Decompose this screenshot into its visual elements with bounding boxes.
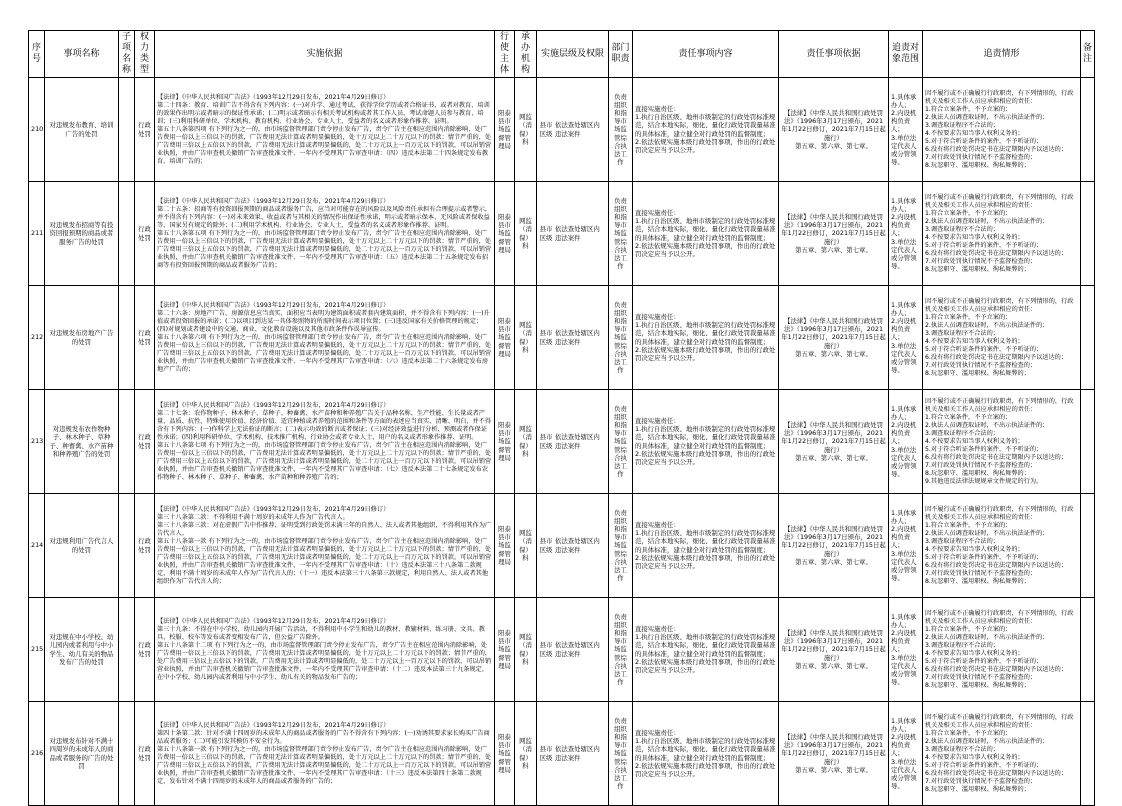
cell-level-scope — [537, 182, 609, 286]
cell-name: 对违规在中小学校、幼儿园内或者利用与中小学生、幼儿有关的物品发布广告的处罚 — [45, 598, 119, 702]
cell-cbasis — [779, 494, 889, 598]
header-situations: 追责情形 — [923, 31, 1081, 78]
text-line: 3.调查取证程序不合法的； — [925, 225, 999, 233]
text-line: 3.调查取证程序不合法的； — [925, 641, 999, 649]
header-basis: 实施依据 — [155, 31, 495, 78]
cell-no: 213 — [29, 390, 45, 494]
cell-level-scope — [537, 702, 609, 806]
cell-target — [889, 494, 923, 598]
text-line: 2.依法依规实施本级行政处罚事项，作出的行政处罚决定应当予以公开。 — [635, 137, 776, 154]
cell-subject: 阳泰县市场监督管理局 — [495, 286, 515, 390]
text-line: 5.对于符合听证条件的案件，不予听证的； — [925, 241, 1043, 249]
cell-sub — [119, 182, 135, 286]
text-line: 直接实施责任： — [635, 624, 680, 633]
text-line: 因不履行或不正确履行行政职责，有下列情形的，行政机关及相关工作人员应承担相应的责任： — [925, 89, 1074, 105]
cell-sub — [119, 390, 135, 494]
cell-org: 网监（消保）科 — [515, 702, 537, 806]
cell-name: 对违规发布房地产广告的处罚 — [45, 286, 119, 390]
header-note: 备注 — [1081, 31, 1095, 78]
text-line: 9.其他违反法律法规规章文件规定的行为。 — [925, 477, 1043, 485]
text-line: 2.依法依规实施本级行政处罚事项，作出的行政处罚决定应当予以公开。 — [635, 241, 776, 258]
table-header-row — [29, 31, 1095, 78]
cell-no: 211 — [29, 182, 45, 286]
cell-scope: 依法查处辖区内违法案件 — [555, 225, 600, 242]
text-line: 8.玩忽职守、滥用职权、徇私舞弊的； — [925, 469, 1030, 477]
text-line: 【法律】《中华人民共和国行政处罚法》（1996年3月17日颁布，2021年1月22日修订，2021年7月15日起施行） — [781, 524, 886, 558]
cell-level: 县市区级 — [539, 641, 553, 658]
text-line: 3.单位法定代表人或分管领导。 — [891, 237, 917, 271]
text-line: 2.内设机构负责人； — [891, 732, 917, 758]
text-line: 2.内设机构负责人； — [891, 524, 917, 550]
cell-name: 对违规发布招商等有投资回报预期的商品或者服务广告的处罚 — [45, 182, 119, 286]
cell-target — [889, 286, 923, 390]
text-line: 1.具体承办人； — [891, 716, 917, 733]
text-line: 3.单位法定代表人或分管领导。 — [891, 757, 917, 791]
cell-scope: 依法查处辖区内违法案件 — [555, 433, 600, 450]
text-line: 第五章、第六章、第七章。 — [795, 557, 872, 566]
text-line: 第三十八条第二款：不得利用不满十周岁的未成年人作为广告代言人。 — [157, 513, 349, 521]
text-line: 1.符合立案条件，不予立案的； — [925, 413, 1012, 421]
text-line: 第五章、第六章、第七章。 — [795, 661, 872, 670]
cell-situations — [923, 286, 1081, 390]
text-line: 【法律】《中华人民共和国广告法》（1993年12月29日发布，2021年4月29日修订） — [157, 505, 390, 513]
cell-situations — [923, 390, 1081, 494]
cell-no: 210 — [29, 78, 45, 182]
text-line: 因不履行或不正确履行行政职责，有下列情形的，行政机关及相关工作人员应承担相应的责任： — [925, 609, 1074, 625]
text-line: 【法律】《中华人民共和国广告法》（1993年12月29日发布，2021年4月29日修订） — [157, 617, 390, 625]
text-line: 2.内设机构负责人； — [891, 316, 917, 342]
text-line: 1.符合立案条件，不予立案的； — [925, 313, 1012, 321]
text-line: 1.执行自治区级、地州市级制定的行政处罚标准规范，结合本地实际，细化、量化行政处罚裁量基准的具体标准，建立健全对行政处罚的监督制度； — [635, 113, 776, 138]
text-line: 第五章、第六章、第七章。 — [795, 765, 872, 774]
text-line: 第五十八条第四项 有下列行为之一的，由市场监督管理部门责令停止发布广告，责令广告主在相应范围内消除影响，处广告费用一倍以上三倍以下的罚款，广告费用无法计算或者明显偏低的，处十万元以上二十万元以下的罚款；情节严重的，处广告费用三倍以上五倍以下的罚款，广告费用无法计算或者明显偏低的，处二十万元以上一百万元以下的罚款，可以吊销营业执照，并由广告审查机关撤销广告审查批准文件、一年内不受理其广告审查申请：（四）违反本法第二十四条规定发布教育、培训广告的； — [157, 125, 492, 165]
cell-content — [633, 78, 779, 182]
header-cbasis: 责任事项依据 — [779, 31, 889, 78]
header-org: 承办机构 — [515, 31, 537, 78]
text-line: 1.执行自治区级、地州市级制定的行政处罚标准规范，结合本地实际，细化、量化行政处罚裁量基准的具体标准，建立健全对行政处罚的监督制度； — [635, 737, 776, 762]
cell-basis — [155, 286, 495, 390]
text-line: 1.符合立案条件，不予立案的； — [925, 729, 1012, 737]
cell-duty: 负责组织和指导市场监管综合执法工作 — [609, 494, 633, 598]
text-line: 4.不按要求告知当事人权利义务的； — [925, 233, 1024, 241]
text-line: 直接实施责任： — [635, 208, 680, 217]
cell-situations — [923, 598, 1081, 702]
cell-no: 212 — [29, 286, 45, 390]
text-line: 2.执法人员调查取证时，不出示执法证件的； — [925, 737, 1049, 745]
text-line: 2.执法人员调查取证时，不出示执法证件的； — [925, 113, 1049, 121]
text-line: 6.没有将行政处罚决定书在法定期限内予以送达的； — [925, 249, 1068, 257]
cell-sub — [119, 286, 135, 390]
cell-name: 对违规发布针对不满十四周岁的未成年人的商品或者服务的广告的处罚 — [45, 702, 119, 806]
cell-subject: 阳泰县市场监督管理局 — [495, 702, 515, 806]
cell-subject: 阳泰县市场监督管理局 — [495, 494, 515, 598]
cell-level: 县市区级 — [539, 433, 553, 450]
text-line: 第二十七条：农作物种子、林木种子、草种子、种畜禽、水产苗种和种养殖广告关于品种名称、生产性能、生长量或者产量、品质、抗性、特殊使用价值、经济价值、适宜种植或者养殖的范围和条件等方面的表述应当真实、清晰、明白，并不得含有下列内容：(一)作科学上无法验证的断言；(二)表示功效的断言或者保证；(三)对经济效益进行分析、预测或者作保证性承诺；(四)利用科研单位、学术机构、技术推广机构、行业协会或者专业人士、用户的名义或者形象作推荐、证明。 — [157, 409, 492, 441]
text-line: 6.没有将行政处罚决定书在法定期限内予以送达的； — [925, 145, 1068, 153]
cell-type: 行政处罚 — [135, 702, 155, 806]
text-line: 8.玩忽职守、滥用职权、徇私舞弊的； — [925, 681, 1030, 689]
header-subject: 行使主体 — [495, 31, 515, 78]
cell-level: 县市区级 — [539, 537, 553, 554]
cell-note — [1081, 286, 1095, 390]
text-line: 1.具体承办人； — [891, 612, 917, 629]
text-line: 1.符合立案条件，不予立案的； — [925, 209, 1012, 217]
cell-scope: 依法查处辖区内违法案件 — [555, 329, 600, 346]
cell-cbasis — [779, 286, 889, 390]
text-line: 2.执法人员调查取证时，不出示执法证件的； — [925, 217, 1049, 225]
text-line: 第五十八条第一款 有下列行为之一的，由市场监督管理部门责令停止发布广告，责令广告主在相应范围内消除影响，处广告费用一倍以上三倍以下的罚款，广告费用无法计算或者明显偏低的，处十万元以上二十万元以下的罚款；情节严重的，处广告费用三倍以上五倍以下的罚款，广告费用无法计算或者明显偏低的，处二十万元以上一百万元以下的罚款，可以吊销营业执照，并由广告审查机关撤销广告审查批准文件、一年内不受理其广告审查申请：（十三）违反本法第四十条第二款规定，发布针对不满十四周岁的未成年人的商品或者服务的广告的； — [157, 745, 492, 785]
cell-level-scope — [537, 78, 609, 182]
text-line: 1.执行自治区级、地州市级制定的行政处罚标准规范，结合本地实际，细化、量化行政处罚裁量基准的具体标准，建立健全对行政处罚的监督制度； — [635, 529, 776, 554]
cell-subject: 阳泰县市场监督管理局 — [495, 182, 515, 286]
text-line: 4.不按要求告知当事人权利义务的； — [925, 437, 1024, 445]
text-line: 3.调查取证程序不合法的； — [925, 121, 999, 129]
cell-sub — [119, 78, 135, 182]
cell-scope: 依法查处辖区内违法案件 — [555, 537, 600, 554]
cell-scope: 依法查处辖区内违法案件 — [555, 121, 600, 138]
cell-note — [1081, 390, 1095, 494]
text-line: 7.对行政处罚执行情况不予监督检查的； — [925, 257, 1037, 265]
table-row — [29, 78, 1095, 182]
cell-org: 网监（消保）科 — [515, 182, 537, 286]
text-line: 直接实施责任： — [635, 104, 680, 113]
cell-level-scope — [537, 598, 609, 702]
text-line: 2.执法人员调查取证时，不出示执法证件的； — [925, 421, 1049, 429]
text-line: 3.调查取证程序不合法的； — [925, 745, 999, 753]
cell-level: 县市区级 — [539, 329, 553, 346]
text-line: 7.对行政处罚执行情况不予监督检查的； — [925, 569, 1037, 577]
text-line: 【法律】《中华人民共和国行政处罚法》（1996年3月17日颁布，2021年1月22日修订，2021年7月15日起施行） — [781, 108, 886, 142]
cell-name: 对违规利用广告代言人的处罚 — [45, 494, 119, 598]
text-line: 5.对于符合听证条件的案件，不予听证的； — [925, 761, 1043, 769]
text-line: 1.具体承办人； — [891, 92, 917, 109]
cell-type: 行政处罚 — [135, 182, 155, 286]
cell-note — [1081, 78, 1095, 182]
cell-level-scope — [537, 494, 609, 598]
header-content: 责任事项内容 — [633, 31, 779, 78]
cell-type: 行政处罚 — [135, 494, 155, 598]
text-line: 【法律】《中华人民共和国行政处罚法》（1996年3月17日颁布，2021年1月22日修订，2021年7月15日起施行） — [781, 212, 886, 246]
cell-type: 行政处罚 — [135, 390, 155, 494]
cell-name: 对违规发布教育、培训广告的处罚 — [45, 78, 119, 182]
table-row — [29, 286, 1095, 390]
table-row — [29, 182, 1095, 286]
text-line: 5.对于符合听证条件的案件，不予听证的； — [925, 657, 1043, 665]
cell-cbasis — [779, 390, 889, 494]
cell-basis — [155, 702, 495, 806]
text-line: 6.没有将行政处罚决定书在法定期限内予以送达的； — [925, 769, 1068, 777]
text-line: 【法律】《中华人民共和国广告法》（1993年12月29日发布，2021年4月29日修订） — [157, 301, 390, 309]
text-line: 1.符合立案条件，不予立案的； — [925, 521, 1012, 529]
text-line: 2.依法依规实施本级行政处罚事项，作出的行政处罚决定应当予以公开。 — [635, 761, 776, 778]
cell-cbasis — [779, 182, 889, 286]
text-line: 直接实施责任： — [635, 728, 680, 737]
cell-basis — [155, 494, 495, 598]
header-level: 实施层级及权限 — [537, 31, 609, 78]
text-line: 7.对行政处罚执行情况不予监督检查的； — [925, 361, 1037, 369]
cell-target — [889, 390, 923, 494]
cell-situations — [923, 702, 1081, 806]
cell-note — [1081, 598, 1095, 702]
cell-no: 214 — [29, 494, 45, 598]
cell-duty: 负责组织和指导市场监管综合执法工作 — [609, 390, 633, 494]
text-line: 8.玩忽职守、滥用职权、徇私舞弊的； — [925, 161, 1030, 169]
text-line: 5.对于符合听证条件的案件，不予听证的； — [925, 137, 1043, 145]
header-sub: 子项名称 — [119, 31, 135, 78]
cell-duty: 负责组织和指导市场监管综合执法工作 — [609, 702, 633, 806]
cell-no: 215 — [29, 598, 45, 702]
text-line: 7.对行政处罚执行情况不予监督检查的； — [925, 461, 1037, 469]
text-line: 1.具体承办人； — [891, 300, 917, 317]
cell-situations — [923, 494, 1081, 598]
cell-basis — [155, 598, 495, 702]
text-line: 第二十六条：房地产广告，房源信息应当真实，面积应当表明为建筑面积或者套内建筑面积，并不得含有下列内容：(一)升值或者投资回报的承诺；(二)以项目到达某一具体参照物的所需时间表示项目位置；(三)违反国家有关价格管理的规定；(四)对规划或者建设中的交通、商业、文化教育设施以及其他市政条件作误导宣传。 — [157, 309, 490, 333]
text-line: 【法律】《中华人民共和国广告法》（1993年12月29日发布，2021年4月29日修订） — [157, 197, 390, 205]
header-name: 事项名称 — [45, 31, 119, 78]
text-line: 第五章、第六章、第七章。 — [795, 141, 872, 150]
cell-scope: 依法查处辖区内违法案件 — [555, 745, 600, 762]
text-line: 第二十五条：招商等有投资回报预期的商品或者服务广告，应当对可能存在的风险以及风险责任承担有合理提示或者警示，并不得含有下列内容：(一)对未来效果、收益或者与其相关的情况作出保证性承诺，明示或者暗示保本、无风险或者保收益等，国家另有规定的除外；(二)利用学术机构、行业协会、专业人士、受益者的名义或者形象作推荐、证明。 — [157, 205, 492, 229]
text-line: 第五章、第六章、第七章。 — [795, 349, 872, 358]
text-line: 2.内设机构负责人； — [891, 212, 917, 238]
table-row — [29, 494, 1095, 598]
cell-situations — [923, 182, 1081, 286]
header-type: 权力类型 — [135, 31, 155, 78]
cell-target — [889, 182, 923, 286]
cell-level: 县市区级 — [539, 225, 553, 242]
table-row — [29, 390, 1095, 494]
cell-note — [1081, 702, 1095, 806]
cell-target — [889, 78, 923, 182]
table-row — [29, 598, 1095, 702]
text-line: 2.依法依规实施本级行政处罚事项，作出的行政处罚决定应当予以公开。 — [635, 345, 776, 362]
cell-duty: 负责组织和指导市场监管综合执法工作 — [609, 286, 633, 390]
text-line: 2.执法人员调查取证时，不出示执法证件的； — [925, 529, 1049, 537]
text-line: 8.玩忽职守、滥用职权、徇私舞弊的； — [925, 785, 1030, 793]
cell-duty: 负责组织和指导市场监管综合执法工作 — [609, 598, 633, 702]
text-line: 第五十八条第六项 有下列行为之一的，由市场监督管理部门责令停止发布广告，责令广告主在相应范围内消除影响，处广告费用一倍以上三倍以下的罚款，广告费用无法计算或者明显偏低的，处十万元以上二十万元以下的罚款；情节严重的，处广告费用三倍以上五倍以下的罚款，广告费用无法计算或者明显偏低的，处二十万元以上一百万元以下的罚款，可以吊销营业执照，并由广告审查机关撤销广告审查批准文件、一年内不受理其广告审查申请：（六）违反本法第二十六条规定发布房地产广告的； — [157, 333, 492, 373]
text-line: 3.调查取证程序不合法的； — [925, 537, 999, 545]
text-line: 4.不按要求告知当事人权利义务的； — [925, 753, 1024, 761]
cell-type: 行政处罚 — [135, 598, 155, 702]
text-line: 4.不按要求告知当事人权利义务的； — [925, 337, 1024, 345]
text-line: 5.对于符合听证条件的案件，不予听证的； — [925, 553, 1043, 561]
text-line: 2.执法人员调查取证时，不出示执法证件的； — [925, 321, 1049, 329]
cell-content — [633, 494, 779, 598]
text-line: 1.符合立案条件，不予立案的； — [925, 625, 1012, 633]
text-line: 2.依法依规实施本级行政处罚事项，作出的行政处罚决定应当予以公开。 — [635, 449, 776, 466]
cell-cbasis — [779, 702, 889, 806]
text-line: 7.对行政处罚执行情况不予监督检查的； — [925, 153, 1037, 161]
text-line: 1.执行自治区级、地州市级制定的行政处罚标准规范，结合本地实际，细化、量化行政处罚裁量基准的具体标准，建立健全对行政处罚的监督制度； — [635, 633, 776, 658]
text-line: 直接实施责任： — [635, 312, 680, 321]
cell-org: 网监（消保）科 — [515, 494, 537, 598]
header-no: 序号 — [29, 31, 45, 78]
cell-situations — [923, 78, 1081, 182]
text-line: 6.没有将行政处罚决定书在法定期限内予以送达的； — [925, 353, 1068, 361]
text-line: 3.单位法定代表人或分管领导。 — [891, 133, 917, 167]
text-line: 3.调查取证程序不合法的； — [925, 429, 999, 437]
cell-org: 网监（消保）科 — [515, 78, 537, 182]
text-line: 【法律】《中华人民共和国行政处罚法》（1996年3月17日颁布，2021年1月22日修订，2021年7月15日起施行） — [781, 732, 886, 766]
text-line: 6.没有将行政处罚决定书在法定期限内予以送达的； — [925, 665, 1068, 673]
cell-content — [633, 702, 779, 806]
text-line: 【法律】《中华人民共和国广告法》（1993年12月29日发布，2021年4月29日修订） — [157, 401, 390, 409]
text-line: 第五十八条第五项 有下列行为之一的，由市场监督管理部门责令停止发布广告，责令广告主在相应范围内消除影响，处广告费用一倍以上三倍以下的罚款，广告费用无法计算或者明显偏低的，处十万元以上二十万元以下的罚款；情节严重的，处广告费用三倍以上五倍以下的罚款，广告费用无法计算或者明显偏低的，处二十万元以上一百万元以下的罚款，可以吊销营业执照，并由广告审查机关撤销广告审查批准文件、一年内不受理其广告审查申请：（五）违反本法第二十五条规定发布招商等有投资回报预期的商品或者服务广告的； — [157, 229, 492, 269]
cell-type: 行政处罚 — [135, 78, 155, 182]
text-line: 【法律】《中华人民共和国广告法》（1993年12月29日发布，2021年4月29日修订） — [157, 93, 390, 101]
cell-content — [633, 286, 779, 390]
text-line: 第五章、第六章、第七章。 — [795, 453, 872, 462]
text-line: 第四十条第二款：针对不满十四周岁的未成年人的商品或者服务的广告不得含有下列内容：(一)劝诱其要求家长购买广告商品或者服务；(二)可能引发其模仿不安全行为。 — [157, 729, 490, 745]
cell-level: 县市区级 — [539, 121, 553, 138]
text-line: 因不履行或不正确履行行政职责，有下列情形的，行政机关及相关工作人员应承担相应的责任： — [925, 397, 1074, 413]
text-line: 7.对行政处罚执行情况不予监督检查的； — [925, 673, 1037, 681]
text-line: 第三十八条第三款：对在虚假广告中作推荐、证明受到行政处罚未满三年的自然人、法人或者其他组织，不得利用其作为广告代言人。 — [157, 521, 492, 537]
cell-type: 行政处罚 — [135, 286, 155, 390]
text-line: 6.没有将行政处罚决定书在法定期限内予以送达的； — [925, 561, 1068, 569]
text-line: 1.具体承办人； — [891, 196, 917, 213]
cell-duty: 负责组织和指导市场监管综合执法工作 — [609, 182, 633, 286]
text-line: 第五十八条第一款 有下列行为之一的，由市场监督管理部门责令停止发布广告，责令广告主在相应范围内消除影响，处广告费用一倍以上三倍以下的罚款，广告费用无法计算或者明显偏低的，处十万元以上二十万元以下的罚款；情节严重的，处广告费用三倍以上五倍以下的罚款，广告费用无法计算或者明显偏低的，处二十万元以上一百万元以下的罚款，可以吊销营业执照，并由广告审查机关撤销广告审查批准文件、一年内不受理其广告审查申请：（十）违反本法第三十八条第二款规定，利用不满十周岁的未成年人作为广告代言人的；（十一）违反本法第三十八条第三款规定，利用自然人、法人或者其他组织作为广告代言人的； — [157, 537, 492, 585]
text-line: 5.对于符合听证条件的案件，不予听证的； — [925, 445, 1043, 453]
header-duty: 部门职责 — [609, 31, 633, 78]
cell-content — [633, 182, 779, 286]
text-line: 1.符合立案条件，不予立案的； — [925, 105, 1012, 113]
text-line: 2.依法依规实施本级行政处罚事项，作出的行政处罚决定应当予以公开。 — [635, 553, 776, 570]
text-line: 8.玩忽职守、滥用职权、徇私舞弊的； — [925, 369, 1030, 377]
text-line: 因不履行或不正确履行行政职责，有下列情形的，行政机关及相关工作人员应承担相应的责任： — [925, 713, 1074, 729]
cell-org: 网监（消保）科 — [515, 598, 537, 702]
cell-sub — [119, 598, 135, 702]
cell-org: 网监（消保）科 — [515, 390, 537, 494]
cell-note — [1081, 494, 1095, 598]
text-line: 2.依法依规实施本级行政处罚事项，作出的行政处罚决定应当予以公开。 — [635, 657, 776, 674]
text-line: 【法律】《中华人民共和国行政处罚法》（1996年3月17日颁布，2021年1月22日修订，2021年7月15日起施行） — [781, 420, 886, 454]
text-line: 【法律】《中华人民共和国行政处罚法》（1996年3月17日颁布，2021年1月22日修订，2021年7月15日起施行） — [781, 316, 886, 350]
cell-cbasis — [779, 78, 889, 182]
cell-scope: 依法查处辖区内违法案件 — [555, 641, 600, 658]
text-line: 8.玩忽职守、滥用职权、徇私舞弊的； — [925, 577, 1030, 585]
cell-content — [633, 390, 779, 494]
cell-duty: 负责组织和指导市场监管综合执法工作 — [609, 78, 633, 182]
text-line: 3.单位法定代表人或分管领导。 — [891, 341, 917, 375]
text-line: 第二十四条：教育、培训广告不得含有下列内容：(一)对升学、通过考试、获得学位学历或者合格证书，或者对教育、培训的效果作出明示或者暗示的保证性承诺；(二)明示或者暗示有相关考试机构或者其工作人员、考试命题人员参与教育、培训；(三)利用科研单位、学术机构、教育机构、行业协会、专业人士、受益者的名义或者形象作推荐、证明。 — [157, 101, 490, 125]
cell-subject: 阳泰县市场监督管理局 — [495, 78, 515, 182]
text-line: 4.不按要求告知当事人权利义务的； — [925, 545, 1024, 553]
text-line: 8.玩忽职守、滥用职权、徇私舞弊的； — [925, 265, 1030, 273]
cell-level-scope — [537, 286, 609, 390]
cell-target — [889, 598, 923, 702]
text-line: 第五十八条第十二项 有下列行为之一的，由市场监督管理部门责令停止发布广告，责令广告主在相应范围内消除影响，处广告费用一倍以上三倍以下的罚款，广告费用无法计算或者明显偏低的，处十万元以上二十万元以下的罚款；情节严重的，处广告费用三倍以上五倍以下的罚款，广告费用无法计算或者明显偏低的，处二十万元以上一百万元以下的罚款，可以吊销营业执照，并由广告审查机关撤销广告审查批准文件、一年内不受理其广告审查申请：（十二）违反本法第三十九条规定，在中小学校、幼儿园内或者利用与中小学生、幼儿有关的物品发布广告的； — [157, 641, 492, 681]
text-line: 1.具体承办人； — [891, 404, 917, 421]
text-line: 7.对行政处罚执行情况不予监督检查的； — [925, 777, 1037, 785]
text-line: 【法律】《中华人民共和国广告法》（1993年12月29日发布，2021年4月29日修订） — [157, 721, 390, 729]
text-line: 2.内设机构负责人； — [891, 108, 917, 134]
text-line: 4.不按要求告知当事人权利义务的； — [925, 649, 1024, 657]
header-target: 追责对象范围 — [889, 31, 923, 78]
cell-note — [1081, 182, 1095, 286]
power-list-table — [28, 30, 1095, 806]
cell-target — [889, 702, 923, 806]
cell-basis — [155, 78, 495, 182]
cell-basis — [155, 182, 495, 286]
text-line: 第三十九条：不得在中小学校、幼儿园内开展广告活动，不得利用中小学生和幼儿的教材、教辅材料、练习册、文具、教具、校服、校车等发布或者变相发布广告，但公益广告除外。 — [157, 625, 485, 641]
cell-sub — [119, 702, 135, 806]
text-line: 3.单位法定代表人或分管领导。 — [891, 653, 917, 687]
text-line: 因不履行或不正确履行行政职责，有下列情形的，行政机关及相关工作人员应承担相应的责任： — [925, 505, 1074, 521]
cell-level: 县市区级 — [539, 745, 553, 762]
text-line: 1.执行自治区级、地州市级制定的行政处罚标准规范，结合本地实际，细化、量化行政处罚裁量基准的具体标准，建立健全对行政处罚的监督制度； — [635, 321, 776, 346]
cell-sub — [119, 494, 135, 598]
cell-subject: 阳泰县市场监督管理局 — [495, 390, 515, 494]
text-line: 2.内设机构负责人； — [891, 420, 917, 446]
text-line: 2.执法人员调查取证时，不出示执法证件的； — [925, 633, 1049, 641]
text-line: 第五章、第六章、第七章。 — [795, 245, 872, 254]
text-line: 【法律】《中华人民共和国行政处罚法》（1996年3月17日颁布，2021年1月22日修订，2021年7月15日起施行） — [781, 628, 886, 662]
text-line: 1.具体承办人； — [891, 508, 917, 525]
text-line: 5.对于符合听证条件的案件，不予听证的； — [925, 345, 1043, 353]
cell-name: 对违规发布农作物种子、林木种子、草种子、种畜禽、水产苗种和种养殖广告的处罚 — [45, 390, 119, 494]
text-line: 6.没有将行政处罚决定书在法定期限内予以送达的； — [925, 453, 1068, 461]
text-line: 3.单位法定代表人或分管领导。 — [891, 445, 917, 479]
text-line: 4.不按要求告知当事人权利义务的； — [925, 129, 1024, 137]
text-line: 第五十八条第七项 有下列行为之一的，由市场监督管理部门责令停止发布广告，责令广告主在相应范围内消除影响，处广告费用一倍以上三倍以下的罚款，广告费用无法计算或者明显偏低的，处十万元以上二十万元以下的罚款；情节严重的，处广告费用三倍以上五倍以下的罚款，广告费用无法计算或者明显偏低的，处二十万元以上一百万元以下的罚款，可以吊销营业执照，并由广告审查机关撤销广告审查批准文件、一年内不受理其广告审查申请：（七）违反本法第二十七条规定发布农作物种子、林木种子、草种子、种畜禽、水产苗种和种养殖广告的； — [157, 441, 492, 481]
table-row — [29, 702, 1095, 806]
cell-content — [633, 598, 779, 702]
text-line: 1.执行自治区级、地州市级制定的行政处罚标准规范，结合本地实际，细化、量化行政处罚裁量基准的具体标准，建立健全对行政处罚的监督制度； — [635, 217, 776, 242]
table-body — [29, 78, 1095, 806]
cell-basis — [155, 390, 495, 494]
text-line: 3.调查取证程序不合法的； — [925, 329, 999, 337]
cell-subject: 阳泰县市场监督管理局 — [495, 598, 515, 702]
text-line: 直接实施责任： — [635, 520, 680, 529]
cell-cbasis — [779, 598, 889, 702]
document-page — [28, 30, 1094, 806]
text-line: 因不履行或不正确履行行政职责，有下列情形的，行政机关及相关工作人员应承担相应的责任： — [925, 297, 1074, 313]
text-line: 2.内设机构负责人； — [891, 628, 917, 654]
text-line: 因不履行或不正确履行行政职责，有下列情形的，行政机关及相关工作人员应承担相应的责任： — [925, 193, 1074, 209]
cell-org: 网监（消保）科 — [515, 286, 537, 390]
cell-no: 216 — [29, 702, 45, 806]
cell-level-scope — [537, 390, 609, 494]
text-line: 1.执行自治区级、地州市级制定的行政处罚标准规范，结合本地实际，细化、量化行政处罚裁量基准的具体标准，建立健全对行政处罚的监督制度； — [635, 425, 776, 450]
text-line: 3.单位法定代表人或分管领导。 — [891, 549, 917, 583]
text-line: 直接实施责任： — [635, 416, 680, 425]
